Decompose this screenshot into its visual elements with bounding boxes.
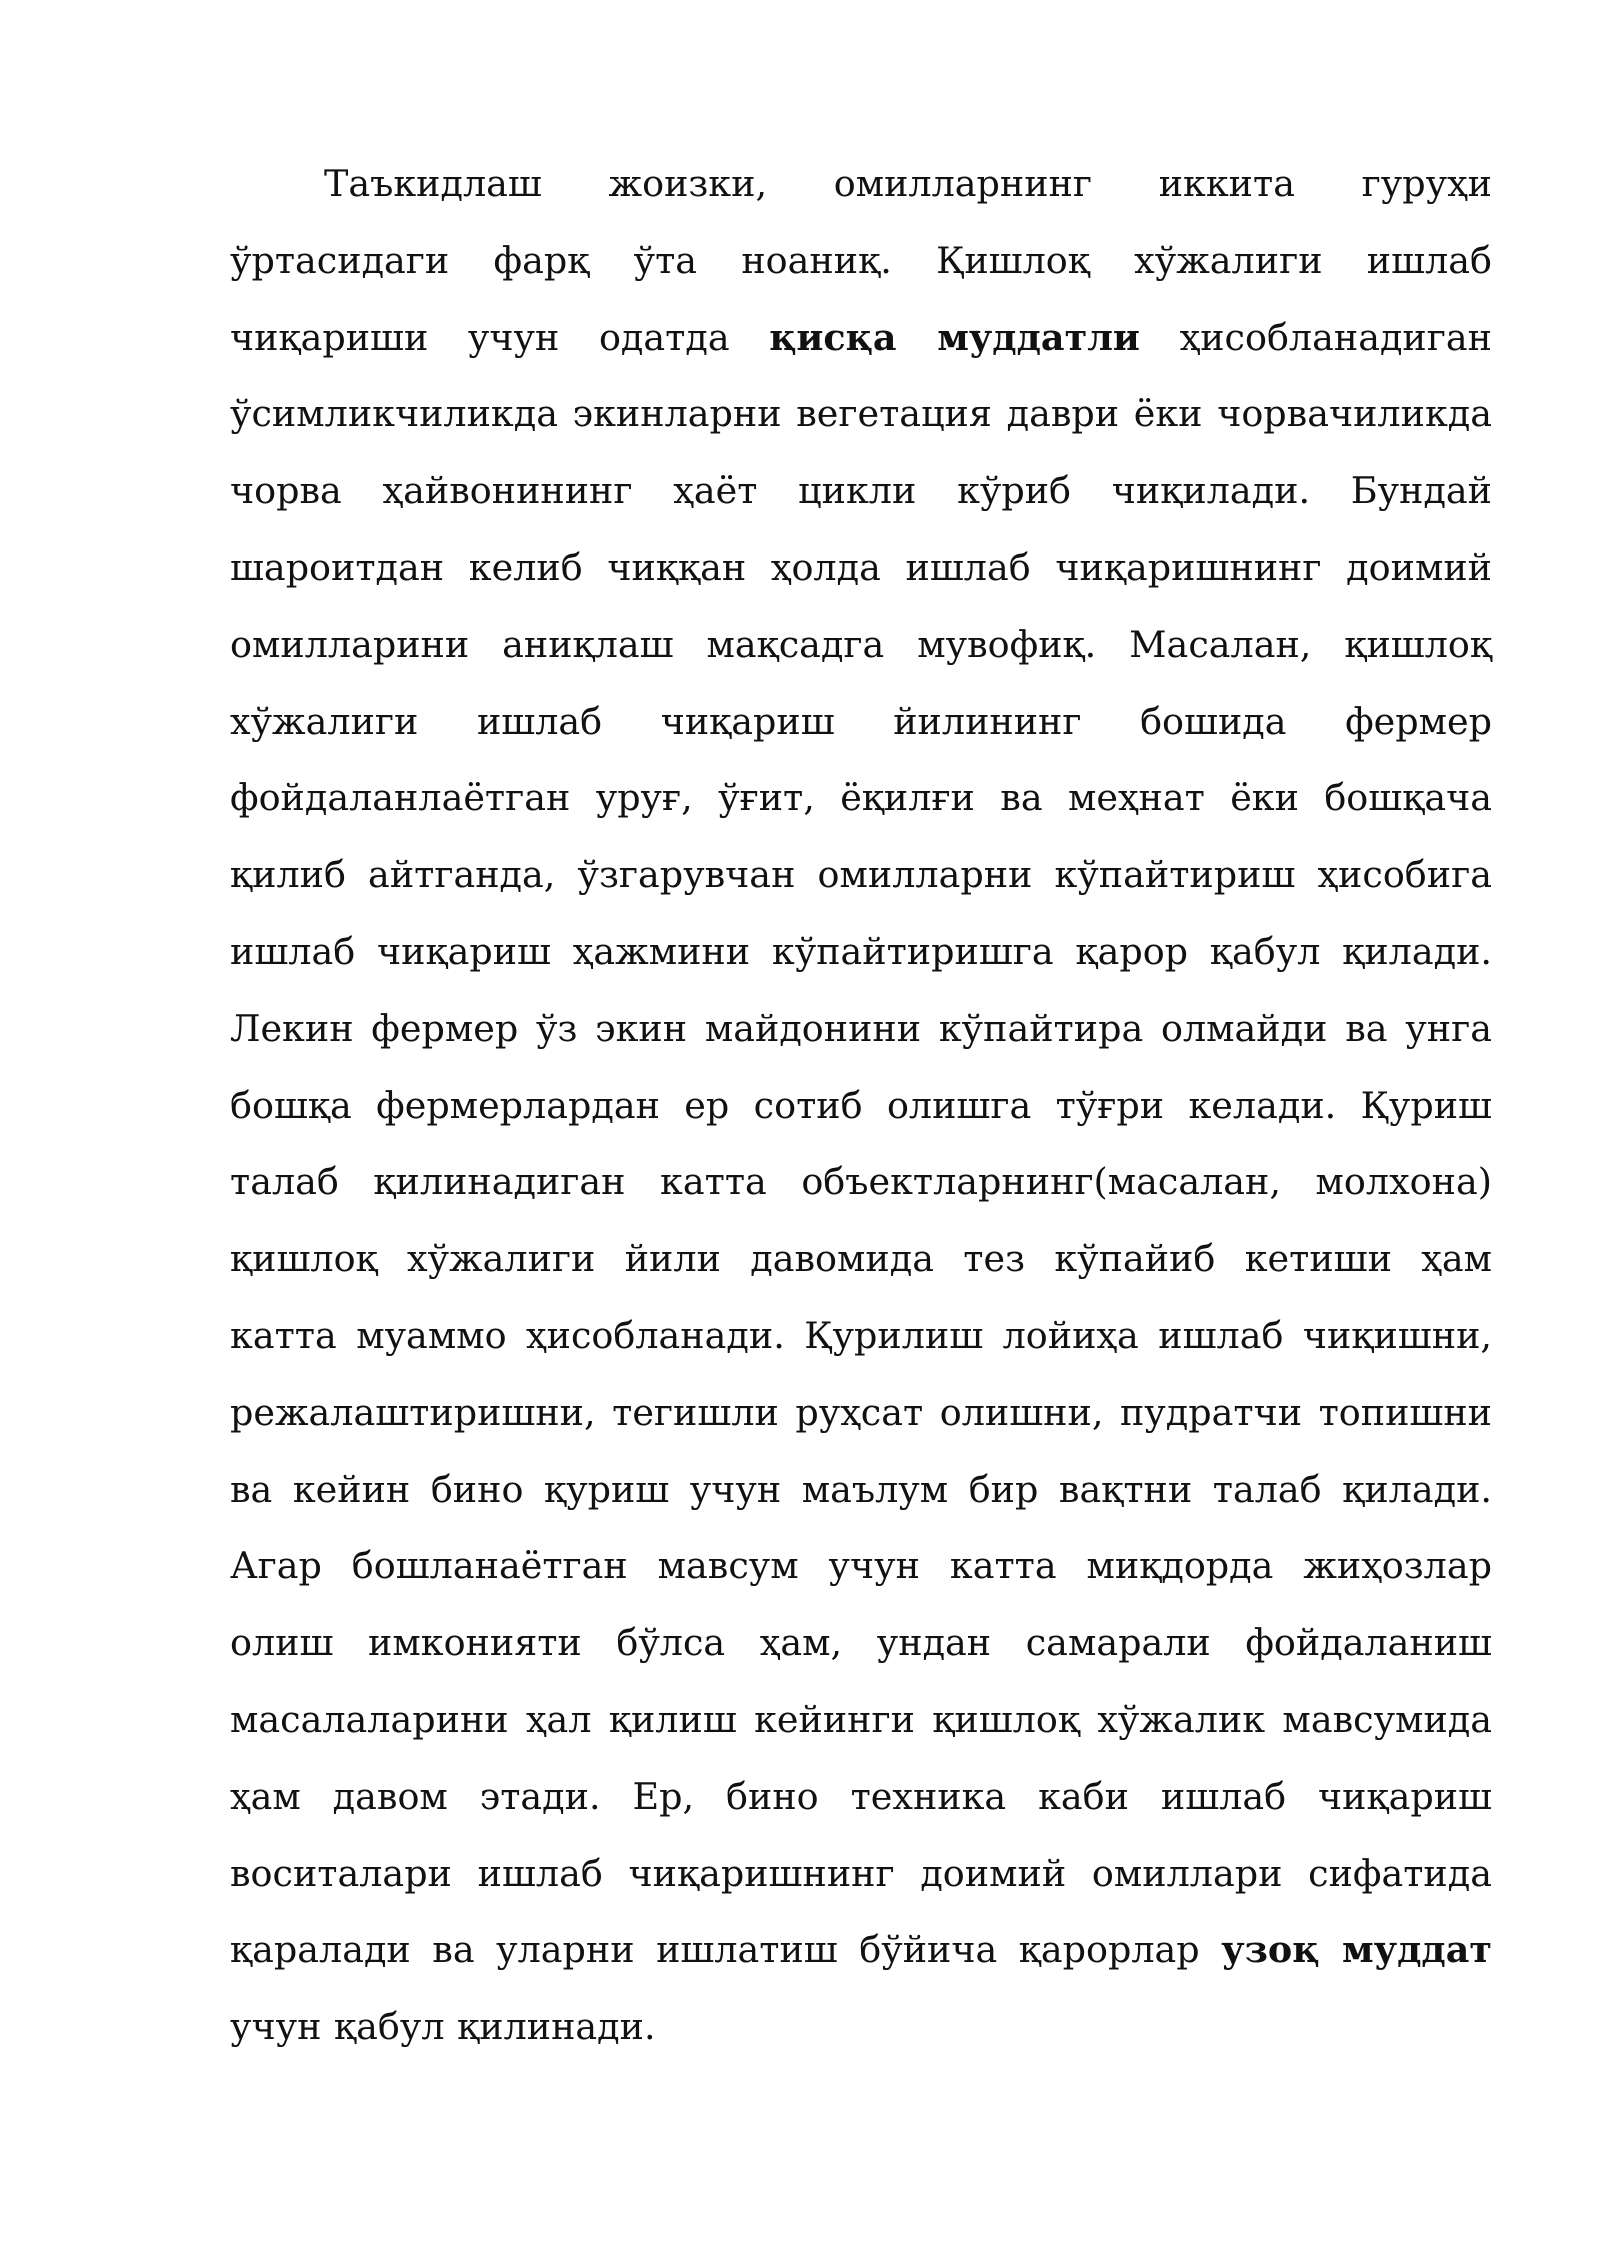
body-paragraph: [230, 146, 1492, 2066]
paragraph-text-part1: Таъкидлаш жоизки, омилларнинг иккита гуруҳи ўртасидаги фарқ ўта ноаниқ. Қишлоқ хўжалиги ишлаб чиқариши учун одатда: [230, 162, 1492, 359]
paragraph-text-part2: ҳисобланадиган ўсимликчиликда экинларни вегетация даври ёки чорвачиликда чорва ҳайвонининг ҳаёт цикли кўриб чиқилади. Бундай шароитдан келиб чиққан ҳолда ишлаб чиқаришнинг доимий омилларини аниқлаш мақсадга мувофиқ. Масалан, қишлоқ хўжалиги ишлаб чиқариш йилининг бошида фермер фойдаланлаётган уруғ, ўғит, ёқилғи ва меҳнат ёки бошқача қилиб айтганда, ўзгарувчан омилларни кўпайтириш ҳисобига ишлаб чиқариш ҳажмини кўпайтиришга қарор қабул қилади. Лекин фермер ўз экин майдонини кўпайтира олмайди ва унга бошқа фермерлардан ер сотиб олишга тўғри келади. Қуриш талаб қилинадиган катта объектларнинг(масалан, молхона) қишлоқ хўжалиги йили давомида тез кўпайиб кетиши ҳам катта муаммо ҳисобланади. Қурилиш лойиҳа ишлаб чиқишни, режалаштиришни, тегишли руҳсат олишни, пудратчи топишни ва кейин бино қуриш учун маълум бир вақтни талаб қилади. Агар бошланаётган мавсум учун катта миқдорда жиҳозлар олиш имконияти бўлса ҳам, ундан самарали фойдаланиш масалаларини ҳал қилиш кейинги қишлоқ хўжалик мавсумида ҳам давом этади. Ер, бино техника каби ишлаб чиқариш воситалари ишлаб чиқаришнинг доимий омиллари сифатида қаралади ва уларни ишлатиш бўйича қарорлар: [230, 315, 1492, 1972]
bold-phrase-long-term: узоқ муддат: [1221, 1928, 1492, 1972]
paragraph-text-part3: учун қабул қилинади.: [230, 2005, 656, 2049]
bold-phrase-short-term: қисқа муддатли: [769, 315, 1140, 359]
